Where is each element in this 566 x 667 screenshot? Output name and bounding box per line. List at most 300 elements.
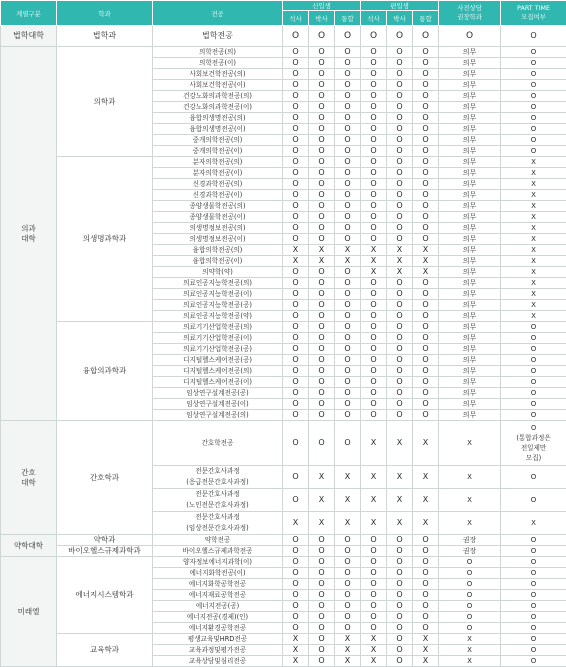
- availability-mark: O: [309, 344, 335, 355]
- availability-mark: X: [361, 421, 387, 466]
- availability-mark: O: [309, 300, 335, 311]
- header-transfer-integrated: 통합: [413, 11, 439, 26]
- availability-mark: O: [413, 212, 439, 223]
- department-cell: 바이오헬스규제과학과: [57, 546, 153, 557]
- availability-mark: O: [335, 69, 361, 80]
- pre-consult-cell: O: [439, 568, 501, 579]
- availability-mark: O: [413, 410, 439, 421]
- major-cell: 의료인공지능학전공(의): [153, 278, 283, 289]
- availability-mark: O: [361, 47, 387, 58]
- availability-mark: O: [283, 80, 309, 91]
- part-time-cell: X: [501, 201, 566, 212]
- availability-mark: O: [413, 377, 439, 388]
- part-time-cell: O: [501, 322, 566, 333]
- major-cell: 중개의학전공(이): [153, 146, 283, 157]
- major-cell: 디지털헬스케어전공(공): [153, 355, 283, 366]
- availability-mark: O: [283, 278, 309, 289]
- availability-mark: O: [283, 300, 309, 311]
- availability-mark: X: [309, 489, 335, 512]
- major-cell: 법학전공: [153, 26, 283, 47]
- table-row: [1, 634, 566, 645]
- availability-mark: O: [309, 113, 335, 124]
- availability-mark: O: [413, 234, 439, 245]
- availability-mark: X: [413, 466, 439, 489]
- pre-consult-cell: 의무: [439, 47, 501, 58]
- pre-consult-cell: 의무: [439, 69, 501, 80]
- part-time-cell: O: [501, 102, 566, 113]
- availability-mark: O: [413, 366, 439, 377]
- availability-mark: X: [335, 489, 361, 512]
- availability-mark: O: [309, 590, 335, 601]
- availability-mark: O: [413, 168, 439, 179]
- availability-mark: O: [309, 546, 335, 557]
- major-cell: 사회보건학전공(이): [153, 80, 283, 91]
- part-time-cell: O: [501, 590, 566, 601]
- availability-mark: O: [309, 377, 335, 388]
- pre-consult-cell: 의무: [439, 190, 501, 201]
- availability-mark: X: [413, 634, 439, 645]
- availability-mark: X: [387, 267, 413, 278]
- availability-mark: O: [361, 333, 387, 344]
- availability-mark: O: [387, 179, 413, 190]
- availability-mark: O: [309, 333, 335, 344]
- availability-mark: O: [361, 157, 387, 168]
- availability-mark: O: [335, 201, 361, 212]
- availability-mark: O: [283, 212, 309, 223]
- pre-consult-cell: X: [439, 512, 501, 535]
- availability-mark: O: [283, 58, 309, 69]
- availability-mark: O: [413, 26, 439, 47]
- availability-mark: O: [335, 278, 361, 289]
- availability-mark: O: [309, 234, 335, 245]
- availability-mark: O: [335, 91, 361, 102]
- availability-mark: O: [413, 399, 439, 410]
- availability-mark: O: [335, 58, 361, 69]
- availability-mark: O: [335, 168, 361, 179]
- pre-consult-cell: 의무: [439, 344, 501, 355]
- major-cell: 융합의학전공(의): [153, 245, 283, 256]
- part-time-cell: O: [501, 612, 566, 623]
- availability-mark: O: [283, 157, 309, 168]
- major-cell: 에너지화학전공(이): [153, 568, 283, 579]
- availability-mark: O: [387, 278, 413, 289]
- availability-mark: O: [413, 344, 439, 355]
- major-cell: 디지털헬스케어전공(의): [153, 366, 283, 377]
- availability-mark: O: [335, 190, 361, 201]
- pre-consult-cell: 의무: [439, 278, 501, 289]
- availability-mark: O: [413, 333, 439, 344]
- category-cell: 의과 대학: [1, 47, 57, 421]
- availability-mark: X: [335, 256, 361, 267]
- part-time-cell: O: [501, 466, 566, 489]
- availability-mark: O: [361, 223, 387, 234]
- part-time-cell: O: [501, 355, 566, 366]
- availability-mark: O: [387, 190, 413, 201]
- availability-mark: O: [387, 146, 413, 157]
- availability-mark: O: [309, 80, 335, 91]
- availability-mark: O: [361, 190, 387, 201]
- availability-mark: X: [387, 489, 413, 512]
- pre-consult-cell: 의무: [439, 58, 501, 69]
- availability-mark: O: [387, 634, 413, 645]
- part-time-cell: O: [501, 557, 566, 568]
- availability-mark: X: [309, 245, 335, 256]
- availability-mark: O: [335, 333, 361, 344]
- part-time-cell: O: [501, 113, 566, 124]
- major-cell: 에너지전공(공): [153, 601, 283, 612]
- category-cell: 법학대학: [1, 26, 57, 47]
- availability-mark: O: [283, 489, 309, 512]
- availability-mark: O: [309, 168, 335, 179]
- availability-mark: O: [309, 190, 335, 201]
- availability-mark: O: [335, 311, 361, 322]
- pre-consult-cell: 의무: [439, 91, 501, 102]
- availability-mark: O: [335, 157, 361, 168]
- availability-mark: O: [283, 168, 309, 179]
- availability-mark: O: [309, 355, 335, 366]
- availability-mark: O: [387, 623, 413, 634]
- availability-mark: O: [309, 568, 335, 579]
- part-time-cell: O: [501, 344, 566, 355]
- major-cell: 분자의학전공(이): [153, 168, 283, 179]
- major-cell: 임상연구설계전공(의): [153, 410, 283, 421]
- major-cell: 건강노화의과학전공(의): [153, 91, 283, 102]
- table-row: [1, 557, 566, 568]
- availability-mark: O: [283, 201, 309, 212]
- part-time-cell: O: [501, 124, 566, 135]
- availability-mark: O: [335, 377, 361, 388]
- header-new-masters: 석사: [283, 11, 309, 26]
- pre-consult-cell: X: [439, 466, 501, 489]
- availability-mark: O: [335, 421, 361, 466]
- availability-mark: O: [283, 344, 309, 355]
- availability-mark: O: [387, 366, 413, 377]
- pre-consult-cell: 의무: [439, 366, 501, 377]
- availability-mark: O: [335, 322, 361, 333]
- major-cell: 전문간호사과정 (임상전문간호사과정): [153, 512, 283, 535]
- availability-mark: O: [335, 344, 361, 355]
- availability-mark: O: [387, 223, 413, 234]
- availability-mark: O: [309, 601, 335, 612]
- major-cell: 의학전공(이): [153, 58, 283, 69]
- availability-mark: O: [361, 568, 387, 579]
- table-row: [1, 421, 566, 466]
- availability-mark: O: [283, 146, 309, 157]
- pre-consult-cell: 의무: [439, 179, 501, 190]
- availability-mark: O: [309, 289, 335, 300]
- availability-mark: X: [413, 512, 439, 535]
- availability-mark: O: [309, 47, 335, 58]
- header-department: 학과: [57, 1, 153, 26]
- availability-mark: X: [309, 466, 335, 489]
- availability-mark: O: [413, 135, 439, 146]
- major-cell: 디지털헬스케어전공(이): [153, 377, 283, 388]
- availability-mark: O: [387, 322, 413, 333]
- availability-mark: O: [283, 179, 309, 190]
- category-cell: 약학대학: [1, 535, 57, 557]
- availability-mark: O: [335, 579, 361, 590]
- availability-mark: O: [283, 612, 309, 623]
- availability-mark: O: [335, 388, 361, 399]
- table-row: [1, 157, 566, 168]
- pre-consult-cell: X: [439, 656, 501, 667]
- major-cell: 양자정보에너지과학(이): [153, 557, 283, 568]
- pre-consult-cell: X: [439, 645, 501, 656]
- availability-mark: X: [361, 256, 387, 267]
- major-cell: 에너지환경공학전공: [153, 623, 283, 634]
- availability-mark: O: [387, 124, 413, 135]
- availability-mark: O: [361, 557, 387, 568]
- availability-mark: O: [361, 278, 387, 289]
- pre-consult-cell: O: [439, 612, 501, 623]
- availability-mark: O: [387, 601, 413, 612]
- availability-mark: X: [413, 245, 439, 256]
- availability-mark: O: [387, 333, 413, 344]
- pre-consult-cell: X: [439, 421, 501, 466]
- pre-consult-cell: O: [439, 623, 501, 634]
- availability-mark: O: [283, 234, 309, 245]
- availability-mark: O: [335, 612, 361, 623]
- availability-mark: O: [361, 289, 387, 300]
- availability-mark: O: [335, 601, 361, 612]
- availability-mark: O: [387, 69, 413, 80]
- part-time-cell: X: [501, 289, 566, 300]
- availability-mark: O: [361, 201, 387, 212]
- major-cell: 의생명정보전공(의): [153, 223, 283, 234]
- header-new-integrated: 통합: [335, 11, 361, 26]
- availability-mark: O: [413, 179, 439, 190]
- part-time-cell: O: [501, 388, 566, 399]
- availability-mark: O: [283, 623, 309, 634]
- availability-mark: X: [413, 489, 439, 512]
- availability-mark: O: [361, 146, 387, 157]
- availability-mark: O: [283, 102, 309, 113]
- major-cell: 의생명정보전공(이): [153, 234, 283, 245]
- pre-consult-cell: 의무: [439, 256, 501, 267]
- availability-mark: X: [283, 245, 309, 256]
- availability-mark: O: [387, 612, 413, 623]
- pre-consult-cell: 의무: [439, 223, 501, 234]
- availability-mark: O: [387, 399, 413, 410]
- availability-mark: O: [335, 47, 361, 58]
- availability-mark: O: [361, 377, 387, 388]
- availability-mark: O: [361, 168, 387, 179]
- part-time-cell: O: [501, 410, 566, 421]
- pre-consult-cell: 의무: [439, 146, 501, 157]
- availability-mark: O: [335, 267, 361, 278]
- pre-consult-cell: 의무: [439, 377, 501, 388]
- availability-mark: O: [309, 612, 335, 623]
- availability-mark: X: [387, 421, 413, 466]
- availability-mark: O: [309, 311, 335, 322]
- part-time-cell: O: [501, 26, 566, 47]
- availability-mark: O: [413, 124, 439, 135]
- part-time-cell: O: [501, 656, 566, 667]
- part-time-cell: O: [501, 146, 566, 157]
- pre-consult-cell: 의무: [439, 322, 501, 333]
- major-cell: 에너지화학공학전공: [153, 579, 283, 590]
- availability-mark: O: [309, 388, 335, 399]
- availability-mark: O: [387, 234, 413, 245]
- availability-mark: O: [413, 623, 439, 634]
- availability-mark: O: [361, 410, 387, 421]
- availability-mark: O: [387, 355, 413, 366]
- availability-mark: O: [283, 289, 309, 300]
- part-time-cell: O: [501, 546, 566, 557]
- availability-mark: O: [335, 223, 361, 234]
- availability-mark: O: [361, 590, 387, 601]
- department-cell: 에너지시스템학과: [57, 557, 153, 634]
- pre-consult-cell: 의무: [439, 80, 501, 91]
- pre-consult-cell: O: [439, 590, 501, 601]
- availability-mark: O: [413, 546, 439, 557]
- availability-mark: O: [413, 146, 439, 157]
- pre-consult-cell: 의무: [439, 168, 501, 179]
- availability-mark: O: [335, 546, 361, 557]
- availability-mark: O: [387, 546, 413, 557]
- availability-mark: O: [283, 579, 309, 590]
- availability-mark: X: [387, 466, 413, 489]
- availability-mark: O: [335, 26, 361, 47]
- availability-mark: O: [309, 201, 335, 212]
- major-cell: 분자의학전공(의): [153, 157, 283, 168]
- table-row: [1, 535, 566, 546]
- part-time-cell: X: [501, 212, 566, 223]
- availability-mark: O: [387, 557, 413, 568]
- part-time-cell: O: [501, 601, 566, 612]
- pre-consult-cell: O: [439, 579, 501, 590]
- part-time-cell: X: [501, 157, 566, 168]
- availability-mark: O: [387, 388, 413, 399]
- part-time-cell: O: [501, 58, 566, 69]
- availability-mark: X: [283, 634, 309, 645]
- availability-mark: O: [361, 399, 387, 410]
- part-time-cell: X: [501, 311, 566, 322]
- availability-mark: O: [283, 590, 309, 601]
- availability-mark: O: [361, 80, 387, 91]
- availability-mark: O: [387, 157, 413, 168]
- department-cell: 간호학과: [57, 421, 153, 535]
- pre-consult-cell: 의무: [439, 399, 501, 410]
- availability-mark: X: [335, 512, 361, 535]
- major-cell: 융합의생명전공(이): [153, 124, 283, 135]
- availability-mark: X: [361, 634, 387, 645]
- availability-mark: O: [335, 146, 361, 157]
- availability-mark: O: [387, 377, 413, 388]
- availability-mark: O: [283, 322, 309, 333]
- availability-mark: O: [283, 124, 309, 135]
- availability-mark: O: [335, 80, 361, 91]
- part-time-cell: O: [501, 366, 566, 377]
- pre-consult-cell: 의무: [439, 333, 501, 344]
- availability-mark: O: [413, 579, 439, 590]
- availability-mark: O: [309, 58, 335, 69]
- pre-consult-cell: 의무: [439, 245, 501, 256]
- part-time-cell: X: [501, 256, 566, 267]
- major-cell: 약학전공: [153, 535, 283, 546]
- availability-mark: O: [361, 366, 387, 377]
- category-cell: 간호 대학: [1, 421, 57, 535]
- availability-mark: O: [335, 366, 361, 377]
- pre-consult-cell: 의무: [439, 355, 501, 366]
- availability-mark: O: [387, 201, 413, 212]
- availability-mark: O: [335, 410, 361, 421]
- availability-mark: O: [413, 223, 439, 234]
- pre-consult-cell: 의무: [439, 311, 501, 322]
- availability-mark: O: [283, 69, 309, 80]
- header-major: 전공: [153, 1, 283, 26]
- pre-consult-cell: 의무: [439, 289, 501, 300]
- availability-mark: X: [413, 421, 439, 466]
- major-cell: 전문간호사과정 (응급전문간호사과정): [153, 466, 283, 489]
- availability-mark: O: [335, 590, 361, 601]
- department-cell: 법학과: [57, 26, 153, 47]
- availability-mark: O: [335, 557, 361, 568]
- availability-mark: O: [309, 69, 335, 80]
- major-cell: 교육과정및평가전공: [153, 645, 283, 656]
- pre-consult-cell: 의무: [439, 102, 501, 113]
- availability-mark: X: [361, 245, 387, 256]
- availability-mark: O: [361, 113, 387, 124]
- major-cell: 바이오헬스규제과학전공: [153, 546, 283, 557]
- major-cell: 에너지재료공학전공: [153, 590, 283, 601]
- table-row: [1, 26, 566, 47]
- availability-mark: X: [335, 656, 361, 667]
- availability-mark: O: [387, 535, 413, 546]
- availability-mark: O: [335, 300, 361, 311]
- part-time-cell: X: [501, 190, 566, 201]
- availability-mark: O: [283, 113, 309, 124]
- availability-mark: O: [413, 612, 439, 623]
- major-cell: 의료인공지능학전공(약): [153, 311, 283, 322]
- major-cell: 융합의학전공(이): [153, 256, 283, 267]
- availability-mark: O: [413, 289, 439, 300]
- availability-mark: O: [413, 69, 439, 80]
- part-time-cell: X: [501, 300, 566, 311]
- availability-mark: O: [335, 535, 361, 546]
- availability-mark: O: [387, 58, 413, 69]
- availability-mark: O: [283, 399, 309, 410]
- major-cell: 신경과학전공(이): [153, 190, 283, 201]
- availability-mark: O: [283, 366, 309, 377]
- availability-mark: O: [361, 69, 387, 80]
- pre-consult-cell: 의무: [439, 300, 501, 311]
- part-time-cell: O: [501, 377, 566, 388]
- availability-mark: O: [387, 300, 413, 311]
- part-time-cell: O (통합과정은 전일제만 모집): [501, 421, 566, 466]
- availability-mark: O: [387, 311, 413, 322]
- availability-mark: O: [309, 421, 335, 466]
- part-time-cell: O: [501, 80, 566, 91]
- availability-mark: O: [309, 179, 335, 190]
- availability-mark: O: [387, 135, 413, 146]
- major-cell: 의료기기산업학전공(의): [153, 322, 283, 333]
- availability-mark: O: [413, 590, 439, 601]
- availability-mark: O: [413, 102, 439, 113]
- department-cell: 융합의과학과: [57, 322, 153, 421]
- availability-mark: O: [283, 535, 309, 546]
- availability-mark: O: [335, 135, 361, 146]
- availability-mark: O: [309, 579, 335, 590]
- part-time-cell: O: [501, 535, 566, 546]
- availability-mark: O: [387, 26, 413, 47]
- availability-mark: X: [335, 466, 361, 489]
- availability-mark: O: [283, 421, 309, 466]
- availability-mark: O: [283, 410, 309, 421]
- department-cell: 교육학과: [57, 634, 153, 667]
- availability-mark: O: [413, 300, 439, 311]
- availability-mark: O: [335, 568, 361, 579]
